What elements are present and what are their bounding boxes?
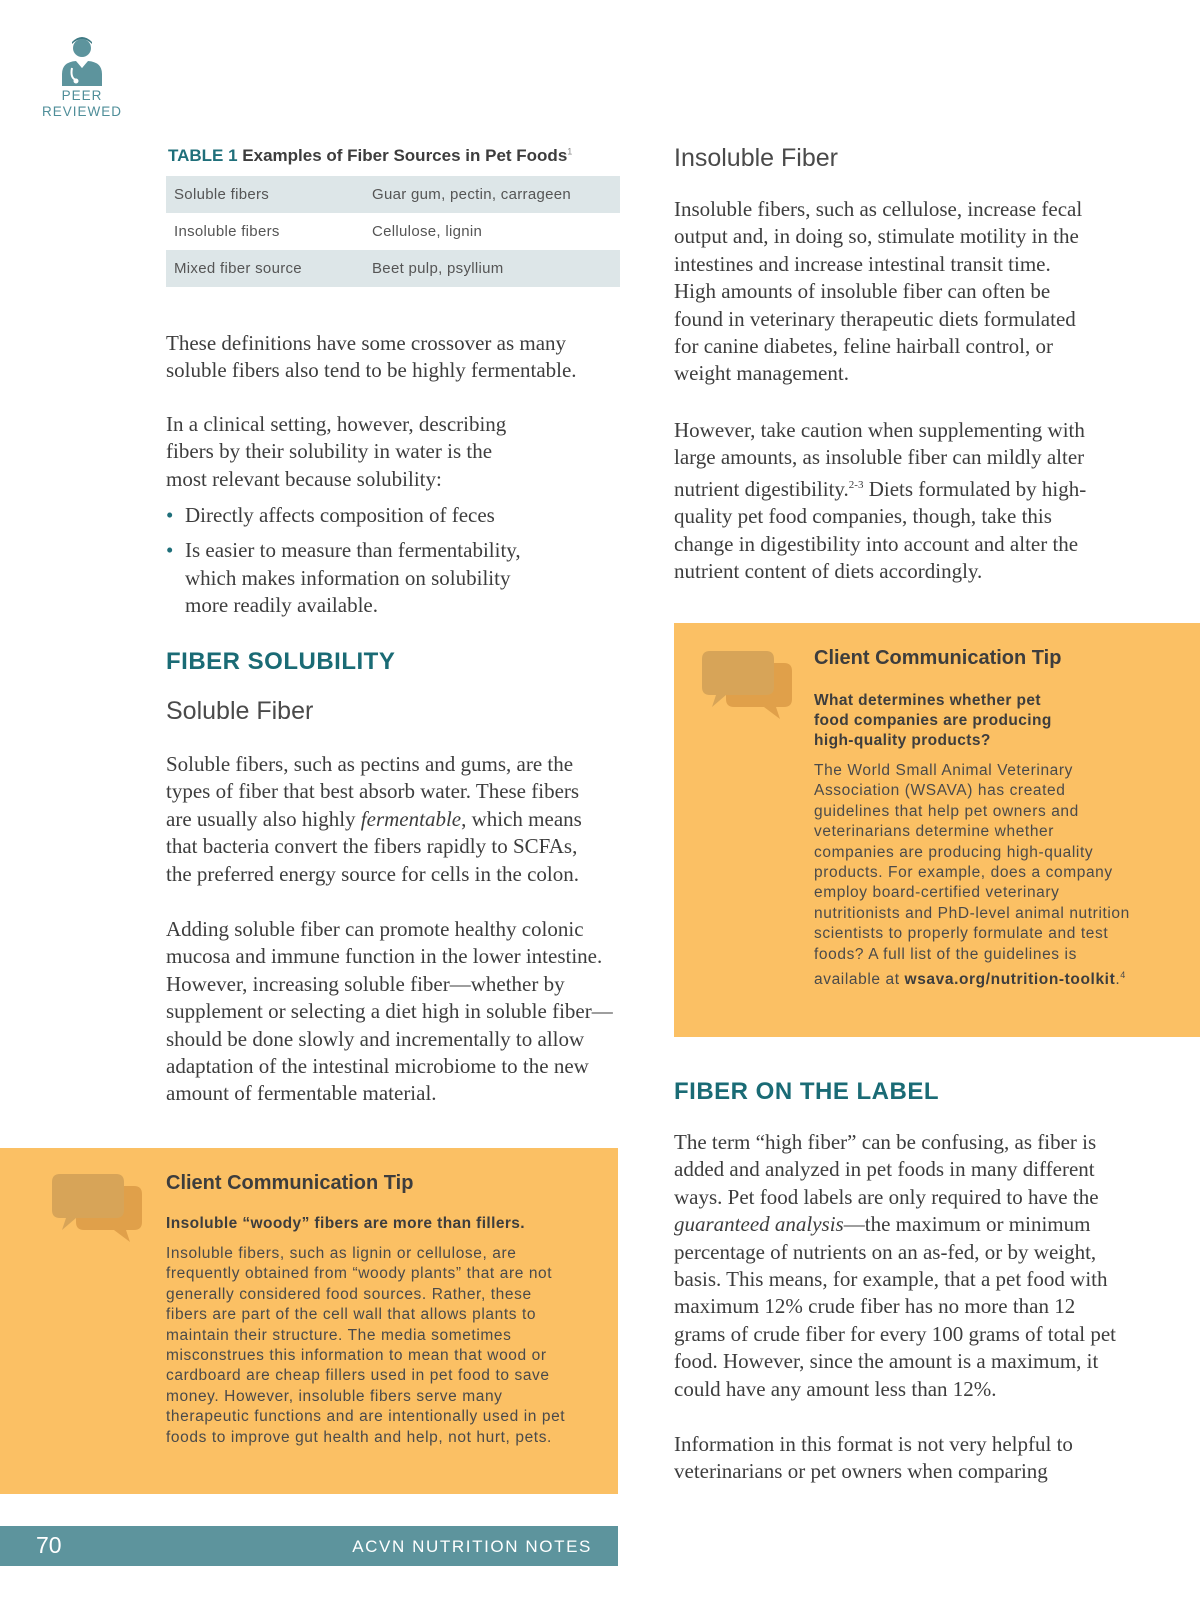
table-row <box>166 213 620 250</box>
table-caption <box>168 146 620 166</box>
badge-line-2: REVIEWED <box>41 104 122 119</box>
table-cell-examples: Guar gum, pectin, carrageen <box>364 176 620 213</box>
subheading-soluble-fiber: Soluble Fiber <box>166 697 314 725</box>
fiber-table <box>166 176 620 287</box>
wsava-link[interactable]: wsava.org/nutrition-toolkit <box>904 971 1116 989</box>
page-number: 70 <box>36 1532 62 1558</box>
table-row <box>166 176 620 213</box>
paragraph-information-format: Information in this format is not very helpful to veterinarians or pet owners when comparing <box>674 1432 1073 1484</box>
chat-bubbles-icon <box>702 649 794 721</box>
heading-fiber-solubility: FIBER SOLUBILITY <box>166 648 396 675</box>
solubility-bullets <box>166 502 626 628</box>
table-row <box>166 250 620 287</box>
table-number: TABLE 1 <box>168 146 238 165</box>
table-cell-type: Mixed fiber source <box>166 250 364 287</box>
paragraph-supplement-caution: However, take caution when supplementing with large amounts, as insoluble fiber can mildly alter nutrient digestibility.$^{2-3}$ Diets formulated by high-quality pet food companies, though, take this change in digestibility into account and alter the nutrient content of diets accordingly. <box>674 418 1087 584</box>
table-caption-ref: 1 <box>567 146 573 157</box>
publication-title: ACVN NUTRITION NOTES <box>352 1537 592 1556</box>
tip-box-woody-fibers <box>0 1148 618 1494</box>
chat-bubbles-icon <box>52 1172 144 1244</box>
tip-title: Client Communication Tip <box>814 647 1062 669</box>
term-fermentable: fermentable <box>360 806 462 831</box>
reference-4: 4 <box>1120 970 1126 981</box>
footer-bar <box>0 1526 618 1566</box>
tip-box-wsava <box>674 623 1200 1037</box>
peer-reviewed-badge <box>36 34 128 120</box>
reviewer-icon <box>58 34 106 88</box>
table-caption-text: Examples of Fiber Sources in Pet Foods <box>237 146 568 165</box>
tip-title: Client Communication Tip <box>166 1172 414 1194</box>
paragraph-insoluble-fiber: Insoluble fibers, such as cellulose, increase fecal output and, in doing so, stimulate motility in the intestines and increase intestinal transit time. High amounts of insoluble fiber can often be found in veterinary therapeutic diets formulated for canine diabetes, feline hairball control, or weight management. <box>674 197 1083 386</box>
table-cell-examples: Beet pulp, psyllium <box>364 250 620 287</box>
fiber-sources-table <box>166 146 620 287</box>
subheading-insoluble-fiber: Insoluble Fiber <box>674 144 838 172</box>
table-cell-type: Soluble fibers <box>166 176 364 213</box>
tip-question: What determines whether pet food companies are producing high-quality products? <box>814 692 1052 749</box>
table-cell-type: Insoluble fibers <box>174 223 280 240</box>
table-cell-examples: Cellulose, lignin <box>372 223 483 240</box>
tip-body: Insoluble fibers, such as lignin or cellulose, are frequently obtained from “woody plants” that are not generally considered food sources. Rather, these fibers are part of the cell wall that allows plants to maintain their structure. The media sometimes misconstrues this information to mean that wood or cardboard are cheap fillers used in pet food to save money. However, insoluble fibers serve many therapeutic functions and are intentionally used in pet foods to improve gut health and help, not hurt, pets. <box>166 1245 566 1446</box>
heading-fiber-on-the-label: FIBER ON THE LABEL <box>674 1078 939 1105</box>
paragraph-high-fiber-term: The term “high fiber” can be confusing, as fiber is added and analyzed in pet foods in many different ways. Pet food labels are only required to have the guaranteed analysis—the maximum or minimum percentage of nutrients on an as-fed, or by weight, basis. This means, for example, that a pet food with maximum 12% crude fiber has no more than 12 grams of crude fiber for every 100 grams of total pet food. However, since the amount is a maximum, it could have any amount less than 12%. <box>674 1130 1117 1401</box>
paragraph-soluble-fiber: Soluble fibers, such as pectins and gums, are the types of fiber that best absorb water. These fibers are usually also highly fermentable, which means that bacteria convert the fibers rapidly to SCFAs, the preferred energy source for cells in the colon. <box>166 752 582 886</box>
term-guaranteed-analysis: guaranteed analysis <box>674 1212 844 1237</box>
tip-body: The World Small Animal Veterinary Association (WSAVA) has created guidelines that help pet owners and veterinarians determine whether companies are producing high-quality products. For example, does a company employ board-certified veterinary nutritionists and PhD-level animal nutrition scientists to properly formulate and test foods? A full list of the guidelines is available at wsava.org/nutrition-toolkit.$^4$ <box>814 762 1130 989</box>
list-item: • Is easier to measure than fermentability, which makes information on solubility more readily available. <box>166 537 540 619</box>
paragraph-adding-soluble-fiber: Adding soluble fiber can promote healthy colonic mucosa and immune function in the lower intestine. However, increasing soluble fiber—whether by supplement or selecting a diet high in soluble fiber—should be done slowly and incrementally to allow adaptation of the intestinal microbiome to the new amount of fermentable material. <box>166 917 613 1106</box>
reference-2-3: 2-3 <box>848 478 864 491</box>
paragraph-crossover: These definitions have some crossover as many soluble fibers also tend to be highly fermentable. <box>166 331 577 383</box>
badge-line-1: PEER <box>61 88 103 103</box>
list-item: • Directly affects composition of feces <box>166 502 626 529</box>
paragraph-clinical-setting: In a clinical setting, however, describing fibers by their solubility in water is the most relevant because solubility: <box>166 412 507 491</box>
tip-question: Insoluble “woody” fibers are more than fillers. <box>166 1215 526 1232</box>
